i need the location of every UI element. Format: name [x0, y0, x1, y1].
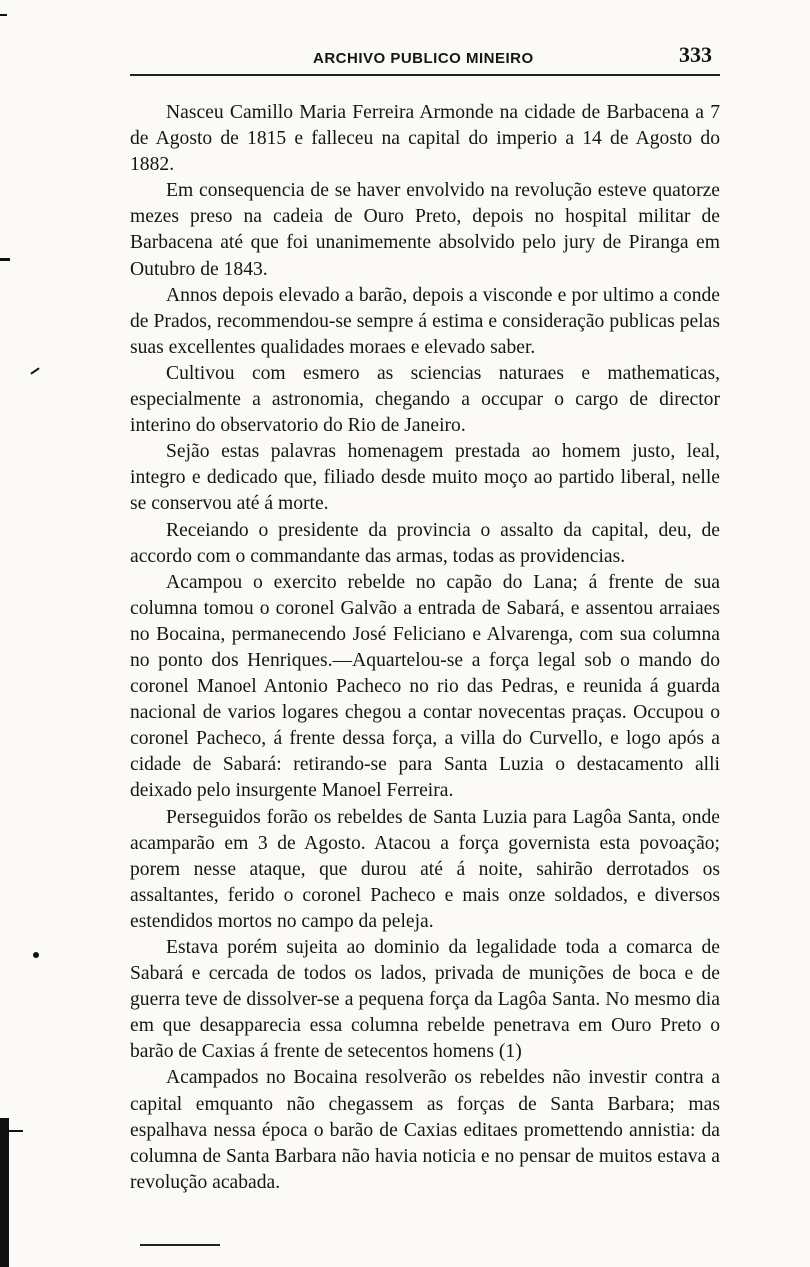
margin-mark [0, 1118, 9, 1267]
margin-mark [0, 14, 7, 16]
paragraph: Acampados no Bocaina resolverão os rebeldes não investir contra a capital emquanto não chegassem as forças de Santa Barbara; mas espalhava nessa época o barão de Caxias editaes promettendo annistia: da columna de Santa Barbara não havia noticia e no pensar de muitos estava a revolução acabada. [130, 1067, 720, 1193]
running-title: ARCHIVO PUBLICO MINEIRO [313, 50, 534, 67]
paragraph: Receiando o presidente da provincia o assalto da capital, deu, de accordo com o commandante das armas, todas as providencias. [130, 519, 720, 567]
paragraph: Sejão estas palavras homenagem prestada ao homem justo, leal, integro e dedicado que, filiado desde muito moço ao partido liberal, nelle se conservou até á morte. [130, 441, 720, 515]
paragraph: Cultivou com esmero as sciencias naturaes e mathematicas, especialmente a astronomia, chegando a occupar o cargo de director interino do observatorio do Rio de Janeiro. [130, 362, 720, 437]
page-number: 333 [679, 42, 712, 67]
margin-mark [0, 258, 10, 261]
header-rule [130, 74, 720, 76]
page-header [130, 38, 720, 78]
margin-mark [9, 1130, 23, 1132]
margin-mark [33, 952, 39, 958]
paragraph: Nasceu Camillo Maria Ferreira Armonde na cidade de Barbacena a 7 de Agosto de 1815 e falleceu na capital do imperio a 14 de Agosto do 1882. [130, 102, 720, 176]
paragraph: Acampou o exercito rebelde no capão do Lana; á frente de sua columna tomou o coronel Galvão a entrada de Sabará, e assentou arraiaes no Bocaina, permanecendo José Feliciano e Alvarenga, com sua columna no ponto dos Henriques.—Aquartelou-se a força legal sob o mando do coronel Manoel Antonio Pacheco no rio das Pedras, e reunida á guarda nacional de varios logares chegou a contar novecentas praças. Occupou o coronel Pacheco, á frente dessa força, a villa do Curvello, e logo após a cidade de Sabará: retirando-se para Santa Luzia o destacamento alli deixado pelo insurgente Manoel Ferreira. [130, 571, 720, 802]
paragraph: Em consequencia de se haver envolvido na revolução esteve quatorze mezes preso na cadeia de Ouro Preto, depois no hospital militar de Barbacena até que foi unanimemente absolvido pelo jury de Piranga em Outubro de 1843. [130, 180, 720, 280]
margin-mark [30, 367, 39, 374]
paragraph: Annos depois elevado a barão, depois a visconde e por ultimo a conde de Prados, recommendou-se sempre á estima e consideração publicas pelas suas excellentes qualidades moraes e elevado saber. [130, 284, 720, 358]
footnote-rule [140, 1244, 220, 1246]
paragraph: Estava porém sujeita ao dominio da legalidade toda a comarca de Sabará e cercada de todos os lados, privada de munições de boca e de guerra teve de dissolver-se a pequena força da Lagôa Santa. No mesmo dia em que desapparecia essa columna rebelde penetrava em Ouro Preto o barão de Caxias á frente de setecentos homens (1) [130, 937, 720, 1063]
body-text [130, 100, 720, 1196]
paragraph: Perseguidos forão os rebeldes de Santa Luzia para Lagôa Santa, onde acamparão em 3 de Agosto. Atacou a força governista esta povoação; porem nesse ataque, que durou até á noite, sahirão derrotados os assaltantes, ferido o coronel Pacheco e mais onze soldados, e diversos estendidos mortos no campo da peleja. [130, 806, 720, 932]
